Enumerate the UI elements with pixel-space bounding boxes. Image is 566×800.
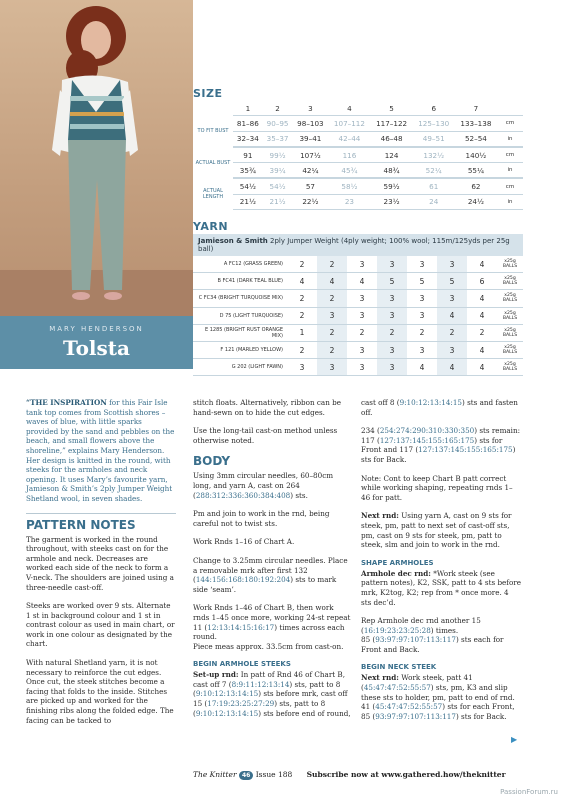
yarn-quantity: 4 [467, 256, 497, 273]
yarn-table [193, 234, 523, 376]
yarn-quantity: 5 [407, 273, 437, 290]
yarn-unit: x25g BALLS [497, 359, 523, 376]
yarn-quantity: 2 [437, 324, 467, 341]
yarn-quantity: 4 [317, 273, 347, 290]
yarn-row [193, 324, 523, 341]
yarn-quantity: 4 [437, 359, 467, 376]
yarn-row [193, 307, 523, 324]
page-number: 46 [239, 771, 253, 780]
yarn-shade: D 75 (LIGHT TURQUOISE) [193, 307, 287, 324]
column-3: cast off 8 (9:10:12:13:14:15) sts and fasten off. 234 (254:274:290:310:330:350) sts remain: 117 (127:137:145:155:165:175) sts for Front and 117 (127:137:145:155:165:175) sts for Back. Note: Cont to keep Chart B patt correct while working shaping, repeating rnds 1–46 for patt. Next rnd: Using yarn A, cast on 9 sts for steek, pm, patt to next set of cast-off sts, pm, cast on 9 sts for steek, pm, patt to steek, slm and join to work in the rnd. SHAPE ARMHOLES Armhole dec rnd: *Work steek (see pattern notes), K2, SSK, patt to 4 sts before mrk, K2tog, K2; rep from * once more. 4 sts dec’d. Rep Armhole dec rnd another 15 (16:19:23:23:25:28) times. 85 (93:97:97:107:113:117) sts each for Front and Back. BEGIN NECK STEEK Next rnd: Work steek, patt 41 (45:47:47:52:55:57) sts, pm, K3 and slip these sts to holder, pm, patt to end of rnd. 41 (45:47:47:52:55:57) sts for each Front, 85 (93:97:97:107:113:117) sts for Back. [361, 398, 521, 721]
footer [193, 770, 533, 780]
continue-arrow-icon: ▶ [511, 735, 518, 744]
yarn-quantity: 4 [407, 359, 437, 376]
yarn-quantity: 3 [437, 341, 467, 358]
neck-steek-heading: BEGIN NECK STEEK [361, 663, 437, 672]
model-photo [0, 0, 193, 316]
yarn-shade: C FC34 (BRIGHT TURQUOISE MIX) [193, 290, 287, 307]
actual-bust-label: ACTUAL BUST [195, 159, 231, 166]
yarn-row [193, 273, 523, 290]
subscribe-link[interactable]: Subscribe now at www.gathered.how/theknitter [306, 770, 506, 779]
size-table [193, 101, 523, 210]
yarn-quantity: 3 [347, 359, 377, 376]
yarn-row [193, 256, 523, 273]
yarn-quantity: 3 [347, 341, 377, 358]
yarn-quantity: 3 [407, 290, 437, 307]
yarn-quantity: 3 [437, 256, 467, 273]
size-heading: SIZE [193, 87, 223, 100]
title-banner [0, 316, 193, 369]
yarn-unit: x25g BALLS [497, 273, 523, 290]
magazine-name: The Knitter [193, 770, 237, 779]
yarn-quantity: 3 [347, 290, 377, 307]
to-fit-cm-row: TO FIT BUST 81–86 90–95 98–103 107–112 117–122 125–130 133–138 cm [193, 116, 523, 131]
body-heading: BODY [193, 454, 231, 469]
yarn-quantity: 2 [377, 324, 407, 341]
yarn-quantity: 5 [437, 273, 467, 290]
yarn-quantity: 3 [317, 307, 347, 324]
yarn-quantity: 2 [407, 324, 437, 341]
yarn-quantity: 2 [467, 324, 497, 341]
actual-bust-cm-row: ACTUAL BUST 91 99½ 107½ 116 124 132½ 140½ cm [193, 147, 523, 163]
yarn-shade: A FC12 (GRASS GREEN) [193, 256, 287, 273]
yarn-quantity: 4 [467, 359, 497, 376]
yarn-quantity: 3 [377, 359, 407, 376]
yarn-quantity: 2 [317, 256, 347, 273]
yarn-quantity: 4 [467, 307, 497, 324]
yarn-quantity: 6 [467, 273, 497, 290]
yarn-quantity: 4 [467, 290, 497, 307]
yarn-quantity: 2 [347, 324, 377, 341]
yarn-quantity: 3 [377, 256, 407, 273]
yarn-row [193, 341, 523, 358]
yarn-heading: YARN [193, 220, 229, 233]
yarn-quantity: 2 [287, 256, 317, 273]
yarn-shade: B FC41 (DARK TEAL BLUE) [193, 273, 287, 290]
pattern-title: Tolsta [63, 336, 130, 360]
column-2: stitch floats. Alternatively, ribbon can be hand-sewn on to hide the cut edges. Use the long-tail cast-on method unless otherwise noted. BODY Using 3mm circular needles, 60–80cm long, and yarn A, cast on 264 (288:312:336:360:384:408) sts. Pm and join to work in the rnd, being careful not to twist sts. Work Rnds 1–16 of Chart A. Change to 3.25mm circular needles. Place a removable mrk after first 132 (144:156:168:180:192:204) sts to mark side ‘seam’. Work Rnds 1–46 of Chart B, then work rnds 1–45 once more, working 24-st repeat 11 (12:13:14:15:16:17) times across each round. Piece meas approx. 33.5cm from cast-on. BEGIN ARMHOLE STEEKS Set-up rnd: In patt of Rnd 46 of Chart B, cast off 7 (8:9:11:12:13:14) sts, patt to 8 (9:10:12:13:14:15) sts before mrk, cast off 15 (17:19:23:25:27:29) sts, patt to 8 (9:10:12:13:14:15) sts before end of round, [193, 398, 351, 718]
yarn-unit: x25g BALLS [497, 290, 523, 307]
actual-length-cm-row: ACTUAL LENGTH 54½ 54½ 57 58½ 59½ 61 62 cm [193, 178, 523, 194]
yarn-quantity: 2 [317, 290, 347, 307]
yarn-quantity: 2 [287, 290, 317, 307]
yarn-quantity: 3 [407, 341, 437, 358]
issue-number: Issue 188 [255, 770, 293, 779]
yarn-quantity: 3 [377, 290, 407, 307]
model-illustration [0, 0, 193, 316]
yarn-quantity: 3 [377, 341, 407, 358]
yarn-unit: x25g BALLS [497, 256, 523, 273]
yarn-unit: x25g BALLS [497, 324, 523, 341]
yarn-quantity: 4 [467, 341, 497, 358]
yarn-unit: x25g BALLS [497, 341, 523, 358]
watermark: PassionForum.ru [500, 788, 558, 796]
yarn-quantity: 2 [317, 324, 347, 341]
yarn-quantity: 3 [407, 307, 437, 324]
yarn-shade: F 121 (MARLED YELLOW) [193, 341, 287, 358]
yarn-unit: x25g BALLS [497, 307, 523, 324]
shape-armholes-heading: SHAPE ARMHOLES [361, 558, 434, 567]
to-fit-in-row: 32–34 35–37 39–41 42–44 46–48 49–51 52–54 in [193, 131, 523, 147]
actual-length-in-row: 21½ 21½ 22½ 23 23½ 24 24½ in [193, 194, 523, 209]
yarn-quantity: 3 [407, 256, 437, 273]
yarn-quantity: 4 [347, 273, 377, 290]
column-1: “THE INSPIRATION for this Fair Isle tank top comes from Scottish shores – waves of blue, with little sparks provided by the sand and pebbles on the beach, and small flowers above the shoreline,” explains Mary Henderson. Her design is knitted in the round, with steeks for the armholes and neck opening. It uses Mary’s favourite yarn, Jamieson & Smith’s 2ply Jumper Weight Shetland wool, in seven shades. PATTERN NOTES The garment is worked in the round throughout, with steeks cast on for the armhole and neck. Decreases are worked each side of the neck to form a V-neck. The shoulders are joined using a three-needle cast-off. Steeks are worked over 9 sts. Alternate 1 st in background colour and 1 st in contrast colour as used in main chart, or work in one colour as designated by the chart. With natural Shetland yarn, it is not necessary to reinforce the cut edges. Once cut, the steek stitches become a facing that folds to the inside. Stitches are picked up and worked for the finishing ribs along the folded edge. The facing can be tacked to [26, 398, 175, 725]
yarn-quantity: 3 [437, 290, 467, 307]
yarn-quantity: 3 [317, 359, 347, 376]
yarn-quantity: 4 [287, 273, 317, 290]
intro-paragraph: “THE INSPIRATION for this Fair Isle tank top comes from Scottish shores – waves of blue, with little sparks provided by the sand and pebbles on the beach, and small flowers above the shoreline,” explains Mary Henderson. Her design is knitted in the round, with steeks for the armholes and neck opening. It uses Mary’s favourite yarn, Jamieson & Smith’s 2ply Jumper Weight Shetland wool, in seven shades. [26, 398, 175, 503]
yarn-shade: E 1285 (BRIGHT RUST ORANGE MIX) [193, 324, 287, 341]
yarn-quantity: 5 [377, 273, 407, 290]
yarn-quantity: 3 [347, 256, 377, 273]
yarn-quantity: 2 [287, 307, 317, 324]
yarn-row [193, 290, 523, 307]
yarn-quantity: 3 [347, 307, 377, 324]
divider [26, 513, 176, 514]
to-fit-label: TO FIT BUST [197, 128, 229, 135]
yarn-row [193, 359, 523, 376]
yarn-quantity: 2 [317, 341, 347, 358]
actual-bust-in-row: 35¾ 39¼ 42¼ 45¾ 48¾ 52¼ 55¼ in [193, 163, 523, 179]
pattern-notes-heading: PATTERN NOTES [26, 517, 136, 532]
yarn-quantity: 3 [287, 359, 317, 376]
actual-length-label: ACTUAL LENGTH [202, 188, 224, 201]
yarn-quantity: 4 [437, 307, 467, 324]
size-row: 1 2 3 4 5 6 7 [193, 101, 523, 116]
designer-name: MARY HENDERSON [49, 325, 144, 333]
yarn-quantity: 3 [377, 307, 407, 324]
yarn-shade: G 202 (LIGHT FAWN) [193, 359, 287, 376]
yarn-rows [193, 256, 523, 376]
yarn-quantity: 1 [287, 324, 317, 341]
armhole-steeks-heading: BEGIN ARMHOLE STEEKS [193, 660, 291, 669]
yarn-caption: Jamieson & Smith 2ply Jumper Weight (4ply weight; 100% wool; 115m/125yds per 25g ball) [193, 234, 523, 256]
yarn-quantity: 2 [287, 341, 317, 358]
